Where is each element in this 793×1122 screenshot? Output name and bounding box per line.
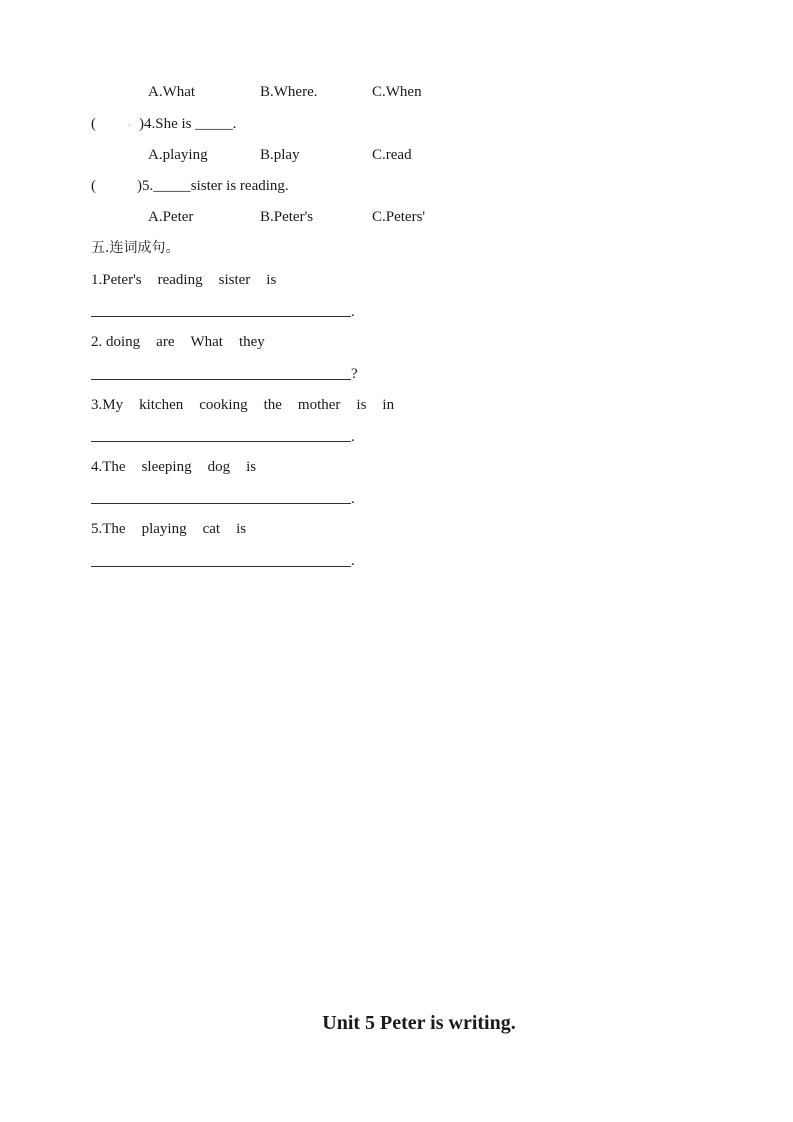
word: is	[356, 397, 367, 413]
word: they	[238, 334, 265, 350]
answer-line-4[interactable]	[91, 503, 351, 504]
sentence-4-end: .	[351, 491, 355, 507]
q4-text-before: She is	[155, 116, 196, 132]
sentence-1-prefix: 1.	[91, 272, 103, 288]
word: The	[102, 521, 126, 537]
sentence-5-end: .	[351, 553, 355, 569]
sentence-5-prefix: 5.	[91, 521, 103, 537]
q4-text-after: .	[232, 116, 237, 132]
q4-question	[139, 114, 237, 134]
q4-blank: _____	[195, 116, 233, 132]
sentence-1-words	[91, 270, 292, 290]
sentence-4-words	[91, 457, 272, 477]
sentence-1-end: .	[351, 304, 355, 320]
sentence-2-prefix: 2.	[91, 334, 106, 350]
word: My	[102, 397, 124, 413]
word: the	[263, 397, 282, 413]
word: is	[236, 521, 247, 537]
q5-number: 5.	[142, 178, 154, 194]
answer-line-5[interactable]	[91, 566, 351, 567]
word: sleeping	[141, 459, 192, 475]
sentence-5-words	[91, 519, 262, 539]
sentence-3-words	[91, 395, 410, 415]
answer-line-2[interactable]	[91, 379, 351, 380]
q5-option-c: C.Peters'	[372, 209, 426, 225]
answer-line-3[interactable]	[91, 441, 351, 442]
word: doing	[106, 334, 141, 350]
q5-text: sister is reading.	[190, 178, 289, 194]
word: mother	[297, 397, 341, 413]
word: in	[382, 397, 395, 413]
unit-title: Unit 5 Peter is writing.	[322, 1012, 516, 1034]
sentence-4-prefix: 4.	[91, 459, 103, 475]
q4-option-a: A.playing	[148, 147, 208, 163]
q4-option-c: C.read	[372, 147, 412, 163]
word: are	[156, 334, 175, 350]
section-heading: 五.连词成句。	[91, 240, 180, 256]
word: is	[266, 272, 277, 288]
q5-paren-close: )	[137, 178, 142, 194]
word: kitchen	[139, 397, 184, 413]
word: playing	[141, 521, 187, 537]
word: What	[190, 334, 223, 350]
q5-question	[137, 176, 289, 196]
word: Peter's	[102, 272, 142, 288]
mark-dot: .	[128, 118, 131, 129]
sentence-2-end: ?	[351, 366, 358, 382]
word: cooking	[199, 397, 248, 413]
q4-number: 4.	[144, 116, 156, 132]
q3-option-c: C.When	[372, 84, 422, 100]
q5-option-b: B.Peter's	[260, 209, 314, 225]
q3-option-b: B.Where.	[260, 84, 318, 100]
word: reading	[157, 272, 203, 288]
q5-option-a: A.Peter	[148, 209, 194, 225]
sentence-3-prefix: 3.	[91, 397, 103, 413]
word: The	[102, 459, 126, 475]
q4-paren-open: (	[91, 116, 96, 132]
q5-paren-open: (	[91, 178, 96, 194]
q4-paren-close: )	[139, 116, 144, 132]
word: dog	[207, 459, 231, 475]
sentence-2-words	[91, 332, 281, 352]
q4-option-b: B.play	[260, 147, 300, 163]
answer-line-1[interactable]	[91, 316, 351, 317]
word: cat	[202, 521, 221, 537]
q3-option-a: A.What	[148, 84, 196, 100]
sentence-3-end: .	[351, 429, 355, 445]
q5-blank: _____	[153, 178, 191, 194]
word: sister	[218, 272, 251, 288]
word: is	[246, 459, 257, 475]
